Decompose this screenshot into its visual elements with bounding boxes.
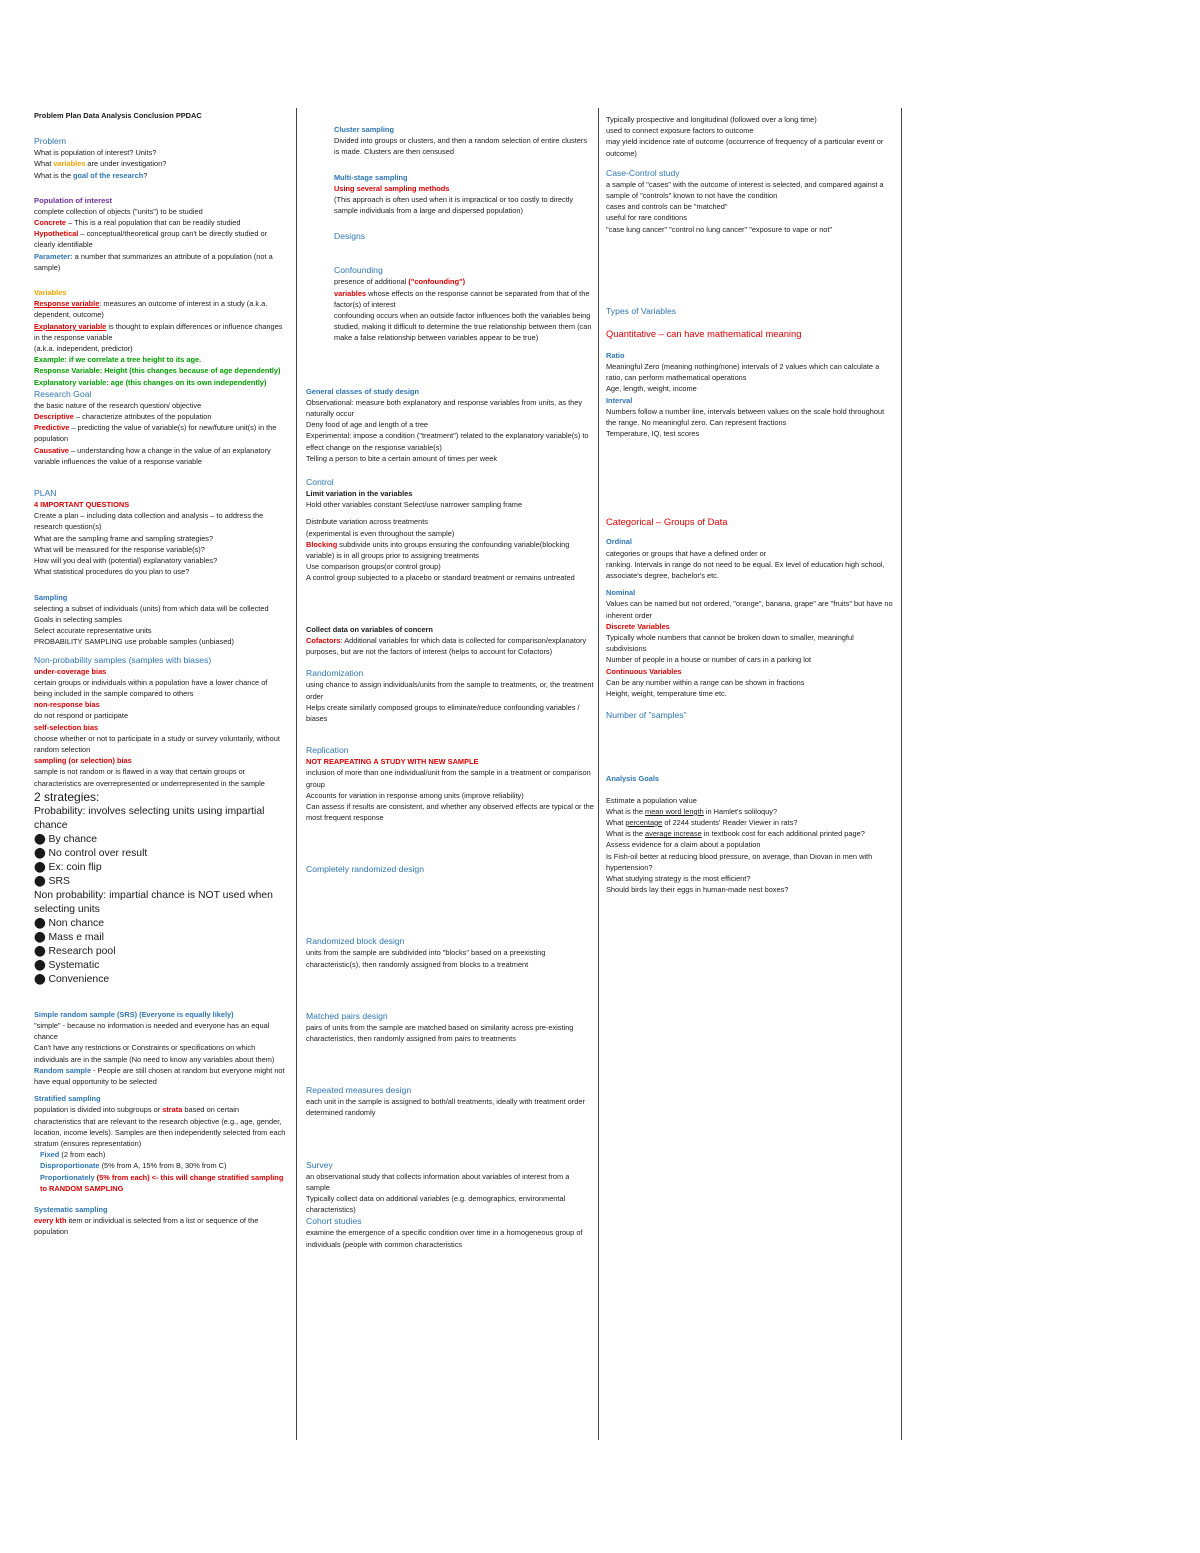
strategies-bullet: ⬤ No control over result bbox=[34, 847, 148, 859]
replication-line: Accounts for variation in response among units (improve reliability) bbox=[306, 790, 524, 800]
randomization-heading: Randomization bbox=[306, 668, 364, 679]
column-divider-left bbox=[296, 108, 297, 1440]
bias-heading: under-coverage bias bbox=[34, 666, 107, 676]
variables-line: Explanatory variable is thought to explain differences or influence changes in the response variable bbox=[34, 321, 285, 342]
variables-line: Response variable: measures an outcome of interest in a study (a.k.a. dependent, outcome) bbox=[34, 299, 270, 320]
analysis-goals-line: Assess evidence for a claim about a population bbox=[606, 840, 761, 850]
ratio-line: Meaningful Zero (meaning nothing/none) intervals of 2 values which can calculate a ratio, can perform mathematical operations bbox=[606, 362, 882, 383]
quantitative-heading: Quantitative – can have mathematical meaning bbox=[606, 327, 802, 339]
bias-heading: sampling (or selection) bias bbox=[34, 756, 132, 766]
cohort-line: used to connect exposure factors to outcome bbox=[606, 126, 754, 136]
plan-line: How will you deal with (potential) explanatory variables? bbox=[34, 556, 218, 566]
case-control-line: useful for rare conditions bbox=[606, 213, 687, 223]
plan-heading: PLAN bbox=[34, 488, 57, 499]
discrete-line: Typically whole numbers that cannot be broken down to smaller, meaningful subdivisions bbox=[606, 633, 856, 654]
general-classes-line: Telling a person to bite a certain amount of times per week bbox=[306, 453, 498, 463]
column-1 bbox=[34, 110, 286, 1238]
interval-line: Numbers follow a number line, intervals between values on the scale hold throughout the range. No meaningful zero. Can represent fractions bbox=[606, 406, 887, 428]
problem-line: What is the goal of the research? bbox=[34, 170, 148, 180]
randomization-line: using chance to assign individuals/units from the sample to treatments, or, the treatment order bbox=[306, 680, 596, 701]
strategies-line: Probability: involves selecting units using impartial chance bbox=[34, 805, 268, 831]
collect-data-line: Cofactors: Additional variables for which data is collected for comparison/explanatory purposes, but are not the factors of interest (helps to account for Cofactors) bbox=[306, 635, 589, 657]
population-line: Parameter: a number that summarizes an attribute of a population (not a sample) bbox=[34, 251, 275, 272]
strategies-bullet: ⬤ Ex: coin flip bbox=[34, 861, 102, 873]
research-goal-line: the basic nature of the research question/ objective bbox=[34, 400, 202, 410]
continuous-line: Height, weight, temperature time etc. bbox=[606, 689, 727, 699]
ordinal-line: ranking. Intervals in range do not need to be equal. Ex level of education high school, associate's degree, bachelor's etc. bbox=[606, 559, 887, 581]
randomized-block-line: units from the sample are subdivided into "blocks" based on a preexisting characteristic(s), then randomly assigned from blocks to a treatment bbox=[306, 948, 548, 969]
control-line: Hold other variables constant Select/use narrower sampling frame bbox=[306, 500, 523, 510]
bias-line: certain groups or individuals within a population have a lower chance of being included in the sample compared to others bbox=[34, 677, 270, 698]
discrete-line: Number of people in a house or number of cars in a parking lot bbox=[606, 655, 812, 665]
problem-heading: Problem bbox=[34, 136, 66, 147]
case-control-line: "case lung cancer" "control no lung cancer" "exposure to vape or not" bbox=[606, 224, 833, 234]
categorical-heading: Categorical – Groups of Data bbox=[606, 516, 728, 528]
srs-line: "simple" - because no information is needed and everyone has an equal chance bbox=[34, 1020, 272, 1042]
variables-example: Example: if we correlate a tree height to its age. bbox=[34, 355, 202, 365]
confounding-line: variables whose effects on the response cannot be separated from that of the factor(s) of interest bbox=[334, 288, 592, 309]
systematic-heading: Systematic sampling bbox=[34, 1205, 108, 1214]
column-divider-right bbox=[901, 108, 902, 1440]
control-line: A control group subjected to a placebo or standard treatment or remains untreated bbox=[306, 573, 575, 583]
confounding-line: confounding occurs when an outside factor influences both the variables being studied, making it difficult to determine the true relationship between them (can make a false relationship between variables appear to be true) bbox=[334, 311, 594, 343]
strategies-bullet: ⬤ By chance bbox=[34, 833, 98, 845]
general-classes-line: Deny food of age and length of a tree bbox=[306, 420, 429, 430]
types-of-variables-heading: Types of Variables bbox=[606, 305, 677, 316]
srs-line: Random sample - People are still chosen at random but everyone might not have equal opportunity to be selected bbox=[34, 1065, 287, 1086]
strategies-heading: 2 strategies: bbox=[34, 789, 100, 804]
sampling-heading: Sampling bbox=[34, 592, 68, 602]
interval-heading: Interval bbox=[606, 395, 633, 405]
population-line: complete collection of objects ("units") to be studied bbox=[34, 206, 203, 216]
matched-pairs-heading: Matched pairs design bbox=[306, 1010, 388, 1021]
control-line: Limit variation in the variables bbox=[306, 489, 413, 499]
column-2 bbox=[306, 124, 594, 1250]
plan-line: What will be measured for the response variable(s)? bbox=[34, 544, 205, 554]
population-line: Concrete – This is a real population that can be readily studied bbox=[34, 218, 241, 228]
sampling-line: PROBABILITY SAMPLING use probable samples (unbiased) bbox=[34, 637, 234, 647]
repeated-measures-heading: Repeated measures design bbox=[306, 1085, 412, 1096]
plan-line: What are the sampling frame and sampling strategies? bbox=[34, 533, 214, 543]
strategies-bullet: ⬤ Convenience bbox=[34, 973, 110, 985]
analysis-goals-line: Estimate a population value bbox=[606, 795, 697, 805]
matched-pairs-line: pairs of units from the sample are matched based on similarity across pre-existing characteristics, then randomly assigned from pairs to treatments bbox=[306, 1022, 576, 1043]
strategies-bullet: ⬤ Systematic bbox=[34, 959, 100, 971]
research-goal-line: Predictive – predicting the value of variable(s) for new/future unit(s) in the population bbox=[34, 423, 279, 444]
replication-line: Can assess if results are consistent, and whether any observed effects are typical or the most frequent response bbox=[306, 801, 596, 823]
strategies-bullet: ⬤ Research pool bbox=[34, 945, 116, 957]
nonprobability-heading: Non-probability samples (samples with biases) bbox=[34, 654, 212, 665]
ratio-heading: Ratio bbox=[606, 350, 625, 360]
ordinal-heading: Ordinal bbox=[606, 537, 632, 547]
bias-heading: self-selection bias bbox=[34, 722, 99, 732]
case-control-heading: Case-Control study bbox=[606, 167, 680, 178]
interval-line: Temperature, IQ, test scores bbox=[606, 429, 700, 439]
survey-heading: Survey bbox=[306, 1159, 333, 1170]
column-3 bbox=[606, 114, 894, 895]
variables-line: (a.k.a. independent, predictor) bbox=[34, 344, 133, 354]
analysis-goals-line: What is the average increase in textbook cost for each additional printed page? bbox=[606, 829, 865, 839]
analysis-goals-line: Should birds lay their eggs in human-made nest boxes? bbox=[606, 885, 789, 895]
case-control-line: a sample of "cases" with the outcome of interest is selected, and compared against a sample of "controls" known to not have the condition bbox=[606, 179, 886, 201]
randomized-block-heading: Randomized block design bbox=[306, 936, 405, 947]
randomization-line: Helps create similarly composed groups to eliminate/reduce confounding variables / biases bbox=[306, 702, 582, 723]
nominal-line: Values can be named but not ordered, "orange", banana, grape" are "fruits" but have no inherent order bbox=[606, 599, 895, 620]
problem-line: What is population of interest? Units? bbox=[34, 148, 157, 158]
sampling-line: Goals in selecting samples bbox=[34, 614, 122, 624]
strategies-line: Non probability: impartial chance is NOT used when selecting units bbox=[34, 889, 276, 915]
continuous-heading: Continuous Variables bbox=[606, 666, 682, 676]
research-goal-heading: Research Goal bbox=[34, 388, 92, 399]
strategies-bullet: ⬤ Non chance bbox=[34, 917, 104, 929]
sampling-line: Select accurate representative units bbox=[34, 626, 152, 636]
control-heading: Control bbox=[306, 477, 334, 488]
systematic-line: every kth item or individual is selected from a list or sequence of the population bbox=[34, 1216, 261, 1237]
strategies-bullet: ⬤ Mass e mail bbox=[34, 931, 104, 943]
srs-heading: Simple random sample (SRS) (Everyone is equally likely) bbox=[34, 1009, 234, 1019]
bias-line: do not respond or participate bbox=[34, 711, 129, 721]
replication-line: inclusion of more than one individual/unit from the sample in a treatment or comparison group bbox=[306, 768, 593, 789]
analysis-goals-line: What studying strategy is the most efficient? bbox=[606, 873, 751, 883]
multistage-heading: Multi-stage sampling bbox=[334, 172, 408, 182]
plan-line: Create a plan – including data collection and analysis – to address the research question(s) bbox=[34, 511, 266, 532]
analysis-goals-heading: Analysis Goals bbox=[606, 774, 659, 784]
column-divider-middle bbox=[598, 108, 599, 1440]
page-title: Problem Plan Data Analysis Conclusion PPDAC bbox=[34, 111, 202, 120]
continuous-line: Can be any number within a range can be shown in fractions bbox=[606, 677, 805, 687]
plan-line: What statistical procedures do you plan to use? bbox=[34, 567, 190, 577]
nominal-heading: Nominal bbox=[606, 588, 636, 598]
general-classes-heading: General classes of study design bbox=[306, 386, 419, 396]
analysis-goals-line: What is the mean word length in Hamlet's soliloquy? bbox=[606, 806, 778, 816]
control-line: Blocking subdivide units into groups ensuring the confounding variable(blocking variable) is in all groups prior to assigning treatments bbox=[306, 539, 572, 561]
analysis-goals-line: What percentage of 2244 students' Reader Viewer in rats? bbox=[606, 817, 798, 827]
stratified-line: Fixed (2 from each) bbox=[40, 1150, 106, 1160]
cohort-line: Typically prospective and longitudinal (followed over a long time) bbox=[606, 115, 817, 124]
cohort-line: may yield incidence rate of outcome (occurrence of frequency of a particular event or outcome) bbox=[606, 137, 886, 158]
analysis-goals-line: Is Fish-oil better at reducing blood pressure, on average, than Diovan in men with hypertension? bbox=[606, 851, 875, 872]
cohort-heading: Cohort studies bbox=[306, 1216, 362, 1227]
bias-heading: non-response bias bbox=[34, 700, 100, 710]
cluster-line: Divided into groups or clusters, and then a random selection of entire clusters is made. Clusters are then censused bbox=[334, 136, 590, 157]
multistage-subheading: Using several sampling methods bbox=[334, 183, 450, 193]
research-goal-line: Causative – understanding how a change in the value of an explanatory variable influences the value of a response variable bbox=[34, 445, 273, 466]
general-classes-line: Experimental: impose a condition ("treatment") related to the explanatory variable(s) to effect change on the response variable(s) bbox=[306, 431, 591, 452]
discrete-heading: Discrete Variables bbox=[606, 621, 670, 631]
control-line: (experimental is even throughout the sample) bbox=[306, 528, 455, 538]
number-of-samples-heading: Number of "samples" bbox=[606, 710, 687, 721]
confounding-heading: Confounding bbox=[334, 265, 383, 276]
survey-line: an observational study that collects information about variables of interest from a sample bbox=[306, 1171, 572, 1192]
bias-line: choose whether or not to participate in a study or survey voluntarily, without random selection bbox=[34, 733, 282, 754]
cohort-line: examine the emergence of a specific condition over time in a homogeneous group of individuals (people with common characteristics bbox=[306, 1228, 585, 1249]
population-heading: Population of interest bbox=[34, 195, 113, 205]
control-line: Use comparison groups(or control group) bbox=[306, 562, 441, 572]
bias-line: sample is not random or is flawed in a way that certain groups or characteristics are overrepresented or underrepresented in the sample bbox=[34, 767, 265, 788]
multistage-line: (This approach is often used when it is impractical or too costly to directly sample individuals from a large and dispersed population) bbox=[334, 195, 576, 216]
ratio-line: Age, length, weight, income bbox=[606, 384, 697, 394]
control-line: Distribute variation across treatments bbox=[306, 517, 428, 527]
stratified-heading: Stratified sampling bbox=[34, 1094, 101, 1104]
replication-subheading: NOT REAPEATING A STUDY WITH NEW SAMPLE bbox=[306, 757, 479, 767]
repeated-measures-line: each unit in the sample is assigned to both/all treatments, ideally with treatment order determined randomly bbox=[306, 1097, 588, 1118]
stratified-line: Proportionately (5% from each) <- this will change stratified sampling to RANDOM SAMPLING bbox=[40, 1172, 286, 1193]
research-goal-line: Descriptive – characterize attributes of the population bbox=[34, 412, 212, 422]
stratified-line: Disproportionate (5% from A, 15% from B, 30% from C) bbox=[40, 1161, 227, 1171]
plan-subheading: 4 IMPORTANT QUESTIONS bbox=[34, 500, 130, 510]
case-control-line: cases and controls can be "matched" bbox=[606, 202, 728, 212]
problem-line: What variables are under investigation? bbox=[34, 159, 167, 169]
sampling-line: selecting a subset of individuals (units) from which data will be collected bbox=[34, 603, 269, 613]
strategies-bullet: ⬤ SRS bbox=[34, 875, 70, 887]
ordinal-line: categories or groups that have a defined order or bbox=[606, 548, 767, 558]
collect-data-heading: Collect data on variables of concern bbox=[306, 624, 433, 634]
srs-line: Can't have any restrictions or Constraints or specifications on which individuals are in the sample (No need to know any variables about them) bbox=[34, 1043, 275, 1064]
replication-heading: Replication bbox=[306, 745, 349, 756]
population-line: Hypothetical – conceptual/theoretical group can't be directly studied or clearly identifiable bbox=[34, 229, 270, 250]
variables-heading: Variables bbox=[34, 288, 67, 298]
completely-randomized-heading: Completely randomized design bbox=[306, 864, 424, 875]
general-classes-line: Observational: measure both explanatory and response variables from units, as they naturally occur bbox=[306, 397, 585, 419]
variables-example: Explanatory variable: age (this changes on its own independently) bbox=[34, 377, 267, 387]
survey-line: Typically collect data on additional variables (e.g. demographics, environmental characteristics) bbox=[306, 1193, 568, 1215]
confounding-line: presence of additional ("confounding") bbox=[334, 277, 466, 287]
designs-heading: Designs bbox=[334, 231, 366, 242]
variables-example: Response Variable: Height (this changes because of age dependently) bbox=[34, 366, 281, 376]
cluster-heading: Cluster sampling bbox=[334, 125, 394, 134]
stratified-line: population is divided into subgroups or strata based on certain characteristics that are relevant to the research objective (e.g., age, gender, location, income levels). Samples are then independently selected from each stratum (ensures representation) bbox=[34, 1105, 288, 1148]
